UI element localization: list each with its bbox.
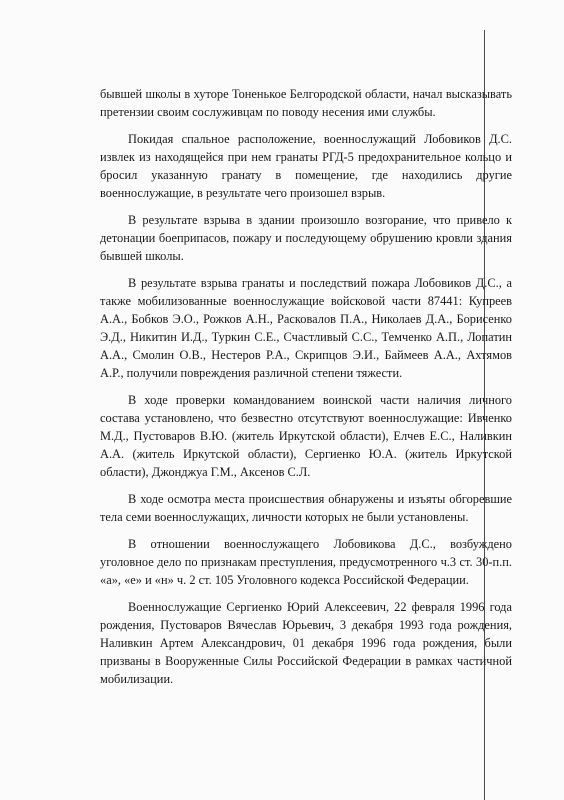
paragraph-8: Военнослужащие Сергиенко Юрий Алексеевич, 22 февраля 1996 года рождения, Пустоваров Вячеслав Юрьевич, 3 декабря 1993 года рождения, Наливкин Артем Александрович, 01 декабря 1996 года рождения, были призваны в Вооруженные Силы Российской Федерации в рамках частичной мобилизации. bbox=[100, 600, 512, 686]
paragraph-7: В отношении военнослужащего Лобовикова Д.С., возбуждено уголовное дело по признакам преступления, предусмотренного ч.3 ст. 30-п.п. «а», «е» и «н» ч. 2 ст. 105 Уголовного кодекса Российской Федерации. bbox=[100, 537, 512, 587]
paragraph-2: Покидая спальное расположение, военнослужащий Лобовиков Д.С. извлек из находящейся при нем гранаты РГД-5 предохранительное кольцо и бросил указанную гранату в помещение, где находились другие военнослужащие, в результате чего произошел взрыв. bbox=[100, 132, 512, 200]
document-body bbox=[100, 85, 512, 697]
paragraph-6: В ходе осмотра места происшествия обнаружены и изъяты обгоревшие тела семи военнослужащих, личности которых не были установлены. bbox=[100, 492, 512, 524]
paragraph-5: В ходе проверки командованием воинской части наличия личного состава установлено, что безвестно отсутствуют военнослужащие: Ивченко М.Д., Пустоваров В.Ю. (житель Иркутской области), Елчев Е.С., Наливкин А.А. (житель Иркутской области), Сергиенко Ю.А. (житель Иркутской области), Джонджуа Г.М., Аксенов С.Л. bbox=[100, 393, 512, 479]
paragraph-1: бывшей школы в хуторе Тоненькое Белгородской области, начал высказывать претензии своим сослуживцам по поводу несения ими службы. bbox=[100, 87, 512, 119]
paragraph-4: В результате взрыва гранаты и последствий пожара Лобовиков Д.С., а также мобилизованные военнослужащие войсковой части 87441: Купреев А.А., Бобков Э.О., Рожков А.Н., Расковалов П.А., Николаев Д.А., Борисенко Э.Д., Никитин И.Д., Туркин С.Е., Счастливый С.С., Темченко А.П., Лопатин А.А., Смолин О.В., Нестеров Р.А., Скрипцов Э.И., Баймеев А.А., Ахтямов А.Р., получили повреждения различной степени тяжести. bbox=[100, 276, 512, 380]
paragraph-3: В результате взрыва в здании произошло возгорание, что привело к детонации боеприпасов, пожару и последующему обрушению кровли здания бывшей школы. bbox=[100, 213, 512, 263]
